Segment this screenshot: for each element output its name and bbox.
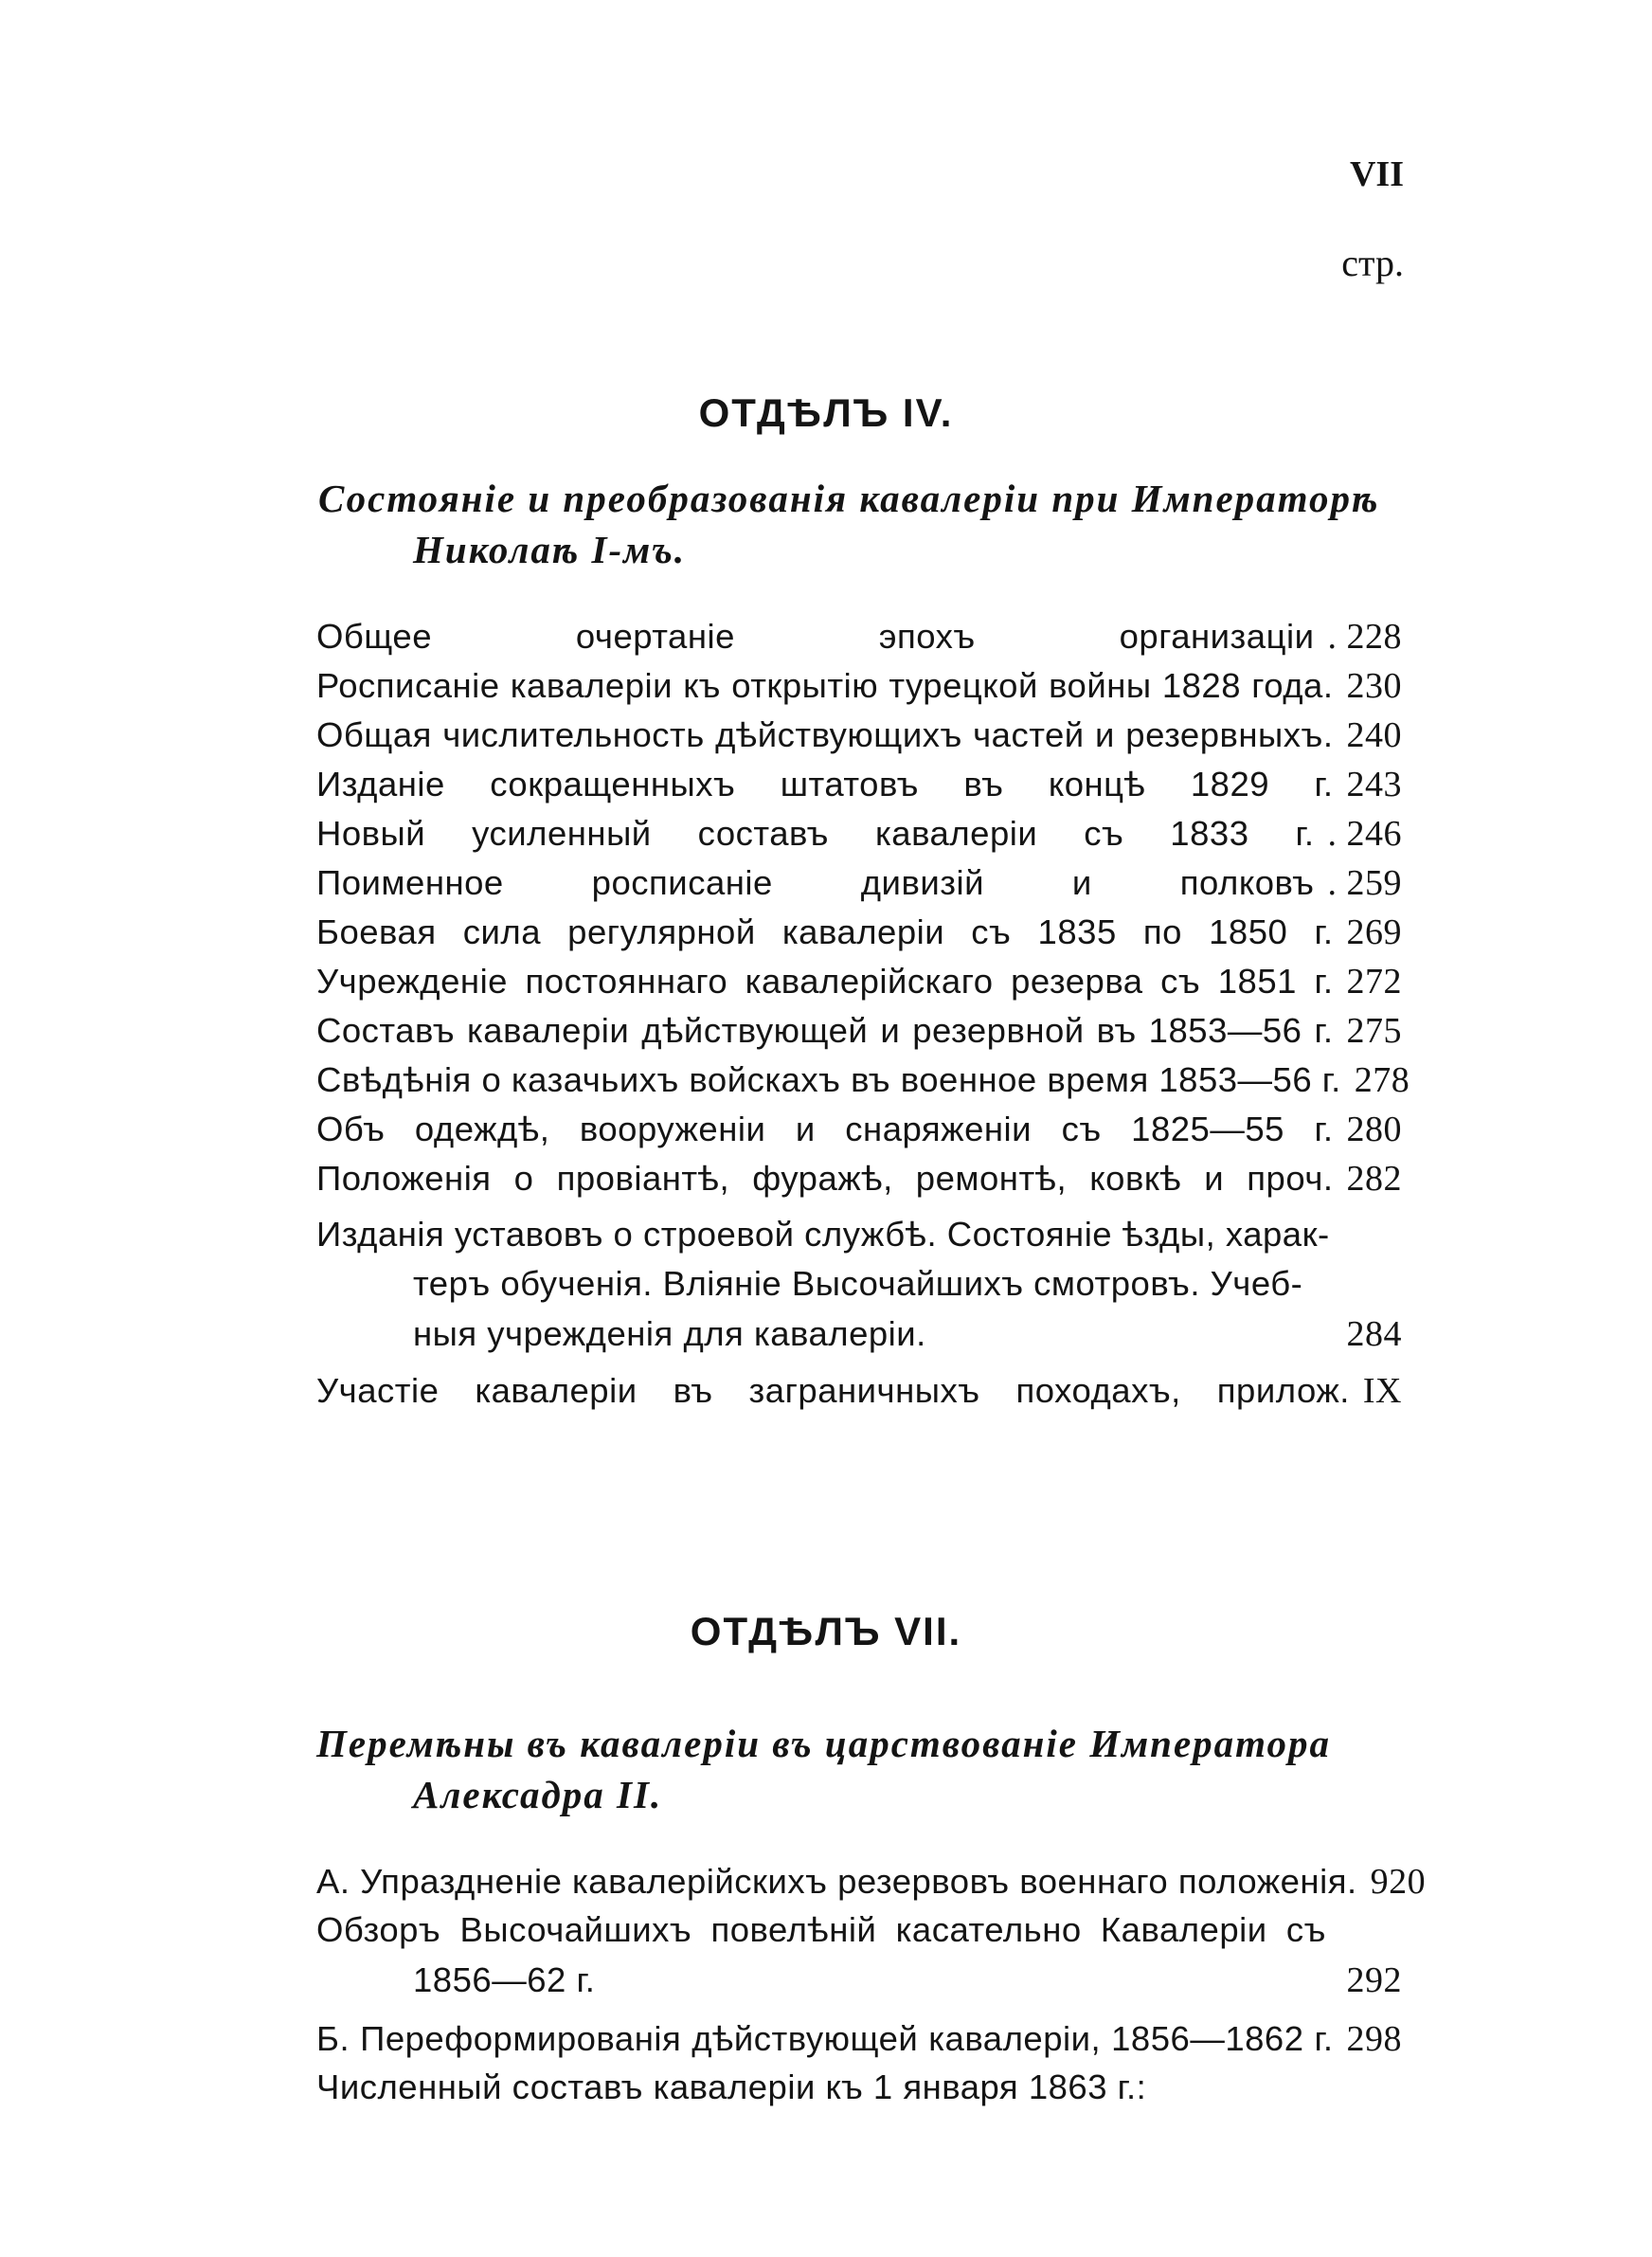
toc-entry bbox=[316, 2018, 1402, 2060]
toc-entry-page: 275 bbox=[1346, 1011, 1402, 1051]
toc-entry-text: Поименное росписаніе дивизій и полковъ bbox=[316, 863, 1315, 902]
toc-entry bbox=[316, 1109, 1402, 1150]
toc-entry-page: 269 bbox=[1346, 912, 1402, 952]
toc-entry-text: Составъ кавалеріи дѣйствующей и резервной въ 1853—56 г. bbox=[316, 1011, 1334, 1050]
toc-entry-text: Положенія о провіантѣ, фуражѣ, ремонтѣ, ковкѣ и проч. bbox=[316, 1159, 1334, 1198]
toc-entry-page: 284 bbox=[1346, 1314, 1402, 1354]
toc-entry-page: 282 bbox=[1346, 1159, 1402, 1199]
toc-entry bbox=[316, 714, 1402, 756]
toc-entry-text: Общая числительность дѣйствующихъ частей и резервныхъ. bbox=[316, 715, 1334, 754]
toc-entry bbox=[316, 1010, 1402, 1052]
toc-entry-text: Свѣдѣнія о казачьихъ войскахъ въ военное время 1853—56 г. bbox=[316, 1060, 1341, 1099]
toc-entry-text: Учрежденіе постояннаго кавалерійскаго резерва съ 1851 г. bbox=[316, 962, 1334, 1001]
toc-entry bbox=[316, 764, 1402, 805]
toc-entry bbox=[316, 1158, 1402, 1200]
toc-entry-page: 230 bbox=[1346, 666, 1402, 706]
toc-entry bbox=[316, 961, 1402, 1002]
page-column-label: стр. bbox=[1341, 242, 1404, 284]
toc-entry-text: Изданіе сокращенныхъ штатовъ въ концѣ 1829 г. bbox=[316, 765, 1334, 803]
toc-entry-page: 292 bbox=[1346, 1960, 1402, 2000]
toc-entry-text: Объ одеждѣ, вооруженіи и снаряженіи съ 1825—55 г. bbox=[316, 1110, 1334, 1148]
toc-entry bbox=[316, 1861, 1427, 1903]
toc-entry-page: . 228 bbox=[1327, 617, 1402, 657]
section-iv-title-line1: Состояніе и преобразованія кавалеріи при Императорѣ bbox=[318, 477, 1380, 520]
toc-entry-page: 298 bbox=[1346, 2019, 1402, 2059]
toc-entry bbox=[316, 665, 1402, 707]
toc-entry bbox=[316, 813, 1402, 855]
toc-entry-text: Численный составъ кавалеріи къ 1 января 1863 г.: bbox=[316, 2067, 1147, 2106]
section-vii-title-line1: Перемѣны въ кавалеріи въ царствованіе Императора bbox=[316, 1722, 1332, 1765]
toc-entry-text: Б. Переформированія дѣйствующей кавалеріи, 1856—1862 г. bbox=[316, 2019, 1334, 2058]
toc-review-entry-line1: Обзоръ Высочайшихъ повелѣній касательно Кавалеріи съ bbox=[316, 1910, 1326, 1949]
toc-multi-entry-line1: Изданія уставовъ о строевой службѣ. Состояніе ѣзды, харак- bbox=[316, 1215, 1330, 1254]
toc-entry-page: IX bbox=[1362, 1371, 1402, 1411]
section-vii-heading: ОТДѢЛЪ VII. bbox=[690, 1609, 962, 1653]
toc-entry-text: Общее очертаніе эпохъ организаціи bbox=[316, 617, 1315, 656]
toc-entry-text: Участіе кавалеріи въ заграничныхъ походахъ, прилож. bbox=[316, 1371, 1350, 1410]
page-number: VII bbox=[1349, 154, 1404, 194]
toc-multi-entry-line3: ныя учрежденія для кавалеріи. bbox=[413, 1314, 926, 1353]
toc-entry bbox=[316, 1059, 1410, 1101]
toc-entry-page: 280 bbox=[1346, 1110, 1402, 1149]
toc-entry-page: 278 bbox=[1354, 1060, 1410, 1100]
toc-entry-page: 920 bbox=[1370, 1862, 1427, 1902]
toc-entry bbox=[413, 1313, 1402, 1355]
toc-entry-page: . 246 bbox=[1327, 814, 1402, 854]
section-iv-title-line2: Николаѣ I-мъ. bbox=[413, 528, 687, 571]
toc-entry bbox=[316, 912, 1402, 953]
toc-entry bbox=[316, 616, 1402, 658]
section-vii-title-line2: Алексадра II. bbox=[413, 1773, 663, 1816]
toc-review-entry-line2: 1856—62 г. bbox=[413, 1960, 596, 1999]
toc-entry-text: Боевая сила регулярной кавалеріи съ 1835 по 1850 г. bbox=[316, 912, 1334, 951]
toc-entry-page: . 259 bbox=[1327, 863, 1402, 903]
section-iv-heading: ОТДѢЛЪ IV. bbox=[698, 390, 954, 435]
toc-entry bbox=[413, 1959, 1402, 2001]
toc-entry-text: А. Упраздненіе кавалерійскихъ резервовъ военнаго положенія. bbox=[316, 1862, 1357, 1901]
toc-entry-page: 272 bbox=[1346, 962, 1402, 1002]
toc-multi-entry-line2: теръ обученія. Вліяніе Высочайшихъ смотровъ. Учеб- bbox=[413, 1264, 1303, 1303]
toc-entry-text: Росписаніе кавалеріи къ открытію турецкой войны 1828 года. bbox=[316, 666, 1334, 705]
toc-entry bbox=[316, 862, 1402, 904]
toc-entry-page: 240 bbox=[1346, 715, 1402, 755]
toc-entry-page: 243 bbox=[1346, 765, 1402, 804]
toc-entry-text: Новый усиленный составъ кавалеріи съ 1833 г. bbox=[316, 814, 1315, 853]
toc-entry bbox=[316, 1370, 1402, 1412]
